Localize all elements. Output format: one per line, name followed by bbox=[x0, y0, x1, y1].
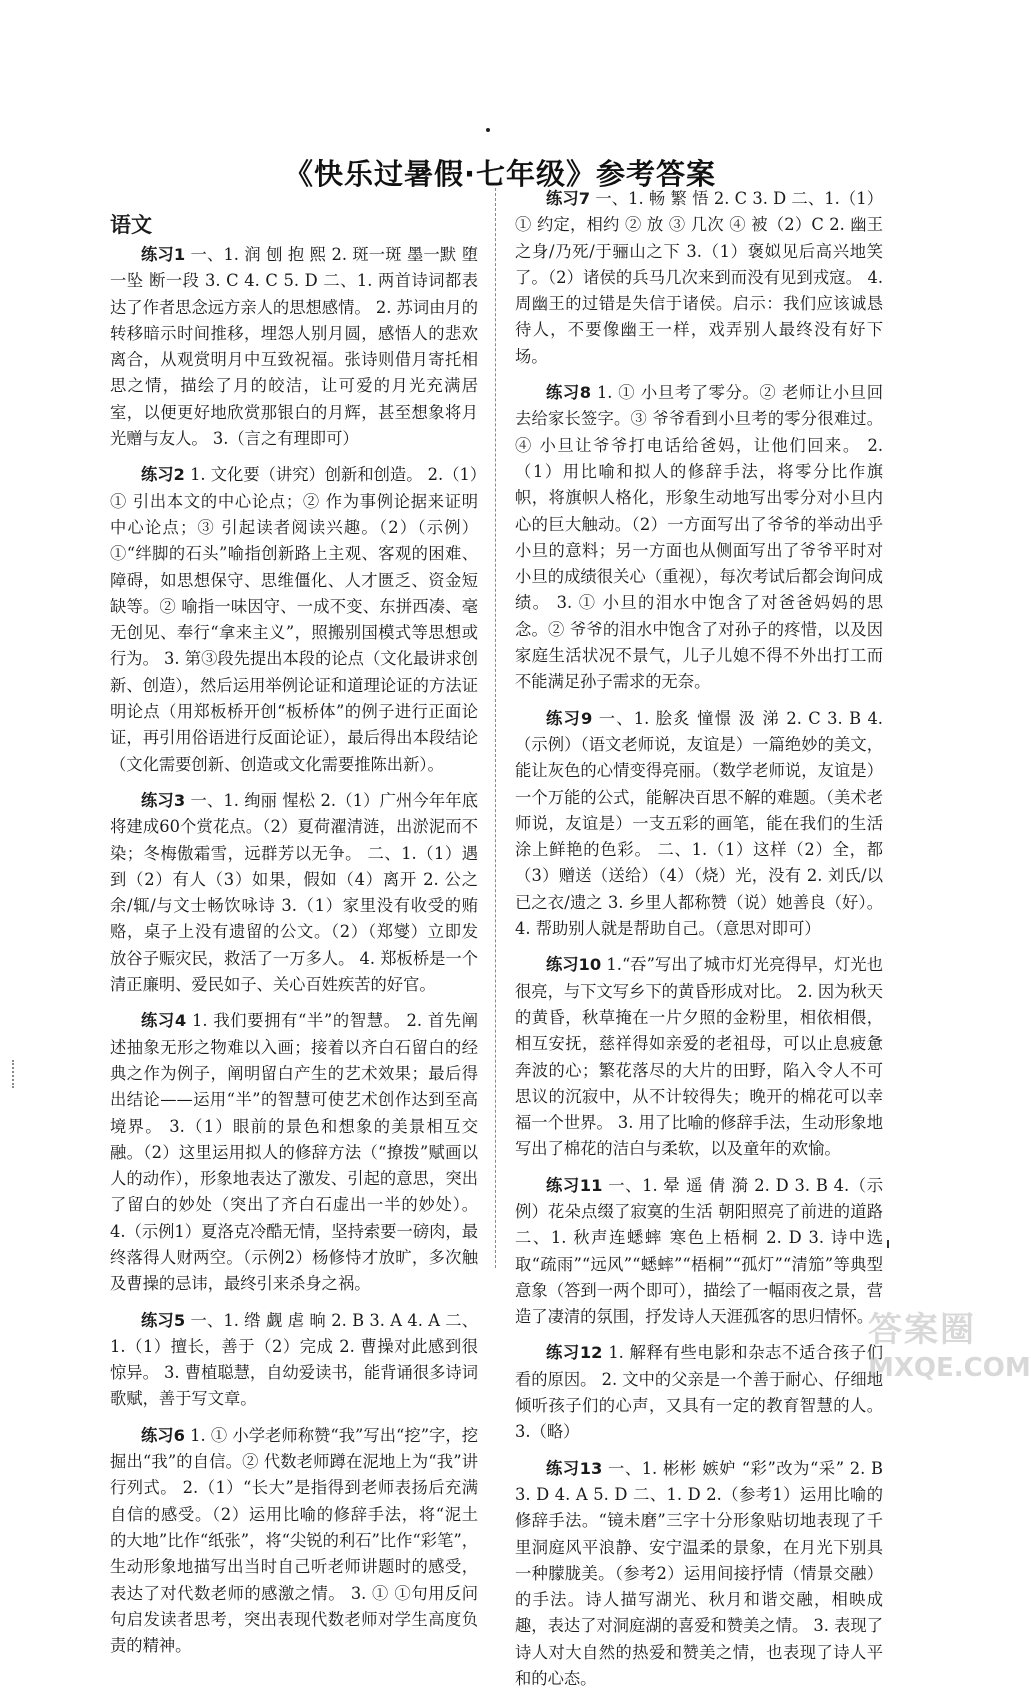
right-exercise-list bbox=[515, 186, 883, 1692]
exercise-text: 一、1. 绺 觑 虐 晌 2. B 3. A 4. A 二、1.（1）擅长，善于（2）完成 2. 曹操对此感到很惊异。 3. 曹植聪慧，自幼爱读书，能背诵很多诗词歌赋，善于写文章。 bbox=[110, 1310, 478, 1409]
exercise-text: 1. 解释有些电影和杂志不适合孩子们看的原因。 2. 文中的父亲是一个善于耐心、仔细地倾听孩子们的心声，又具有一定的教育智慧的人。 3.（略） bbox=[515, 1343, 883, 1442]
left-exercise-list bbox=[110, 242, 478, 1659]
exercise-text: 一、1. 畅 繁 悟 2. C 3. D 二、1.（1）① 约定，相约 ② 放 ③ 几次 ④ 被（2）C 2. 幽王之身/乃死/于骊山之下 3.（1）褒姒见后高兴地笑了。（2）诸侯的兵马几次来到而没有见到戎寇。 4. 周幽王的过错是失信于诸侯。启示：我们应该诚恳待人，不要像幽王一样，戏弄别人最终没有好下场。 bbox=[515, 189, 883, 366]
exercise-item bbox=[110, 1423, 478, 1660]
exercise-label: 练习9 bbox=[545, 708, 593, 728]
left-column bbox=[110, 210, 478, 1669]
exercise-label: 练习13 bbox=[545, 1458, 603, 1478]
exercise-item bbox=[515, 1340, 883, 1445]
exercise-label: 练习6 bbox=[140, 1425, 185, 1445]
exercise-label: 练习7 bbox=[545, 189, 591, 208]
exercise-item bbox=[110, 1008, 478, 1297]
subject-heading: 语文 bbox=[110, 213, 152, 237]
exercise-label: 练习2 bbox=[140, 465, 185, 485]
exercise-label: 练习8 bbox=[545, 383, 592, 403]
exercise-item bbox=[110, 1308, 478, 1413]
exercise-text: 1. 我们要拥有“半”的智慧。 2. 首先阐述抽象无形之物难以入画；接着以齐白石留白的经典之作为例子，阐明留白产生的艺术效果；最后得出结论——运用“半”的智慧可使艺术创作达到至高境界。 3.（1）眼前的景色和想象的美景相互交融。（2）这里运用拟人的修辞方法（“撩拨”赋画以人的动作），形象地表达了激发、引起的意思，突出了留白的妙处（突出了齐白石虚出一半的妙处）。 4.（示例1）夏洛克冷酷无情，坚持索要一磅肉，最终落得人财两空。（示例2）杨修恃才放旷，多次触及曹操的忌讳，最终引来杀身之祸。 bbox=[110, 1011, 478, 1294]
exercise-text: 1. ① 小学老师称赞“我”写出“挖”字，挖掘出“我”的自信。② 代数老师蹲在泥地上为“我”讲行列式。 2.（1）“长大”是指得到老师表扬后充满自信的感受。（2）运用比喻的修辞手法，将“泥土的大地”比作“纸张”，将“尖锐的利石”比作“彩笔”，生动形象地描写出当时自己听老师讲题时的感受，表达了对代数老师的感激之情。 3. ① ①句用反问句启发读者思考，突出表现代数老师对学生高度负责的精神。 bbox=[110, 1425, 478, 1656]
decorative-dot bbox=[486, 128, 490, 132]
page-title: 《快乐过暑假·七年级》参考答案 bbox=[283, 157, 717, 191]
column-divider bbox=[495, 188, 497, 1268]
exercise-label: 练习3 bbox=[140, 790, 186, 810]
exercise-item bbox=[515, 952, 883, 1162]
exercise-text: 1. 文化要（讲究）创新和创造。 2.（1）① 引出本文的中心论点；② 作为事例论据来证明中心论点；③ 引起读者阅读兴趣。（2）（示例）①“绊脚的石头”喻指创新路上主观、客观的困难、障碍，如思想保守、思维僵化、人才匮乏、资金短缺等。② 喻指一味因守、一成不变、东拼西凑、毫无创见、奉行“拿来主义”，照搬别国模式等思想或行为。 3. 第③段先提出本段的论点（文化最讲求创新、创造），然后运用举例论证和道理论证的方法证明论点（用郑板桥开创“板桥体”的例子进行正面论证，再引用俗语进行反面论证），最后得出本段结论（文化需要创新、创造或文化需要推陈出新）。 bbox=[110, 465, 478, 774]
exercise-text: 1. ① 小旦考了零分。② 老师让小旦回去给家长签字。③ 爷爷看到小旦考的零分很难过。④ 小旦让爷爷打电话给爸妈，让他们回来。 2.（1）用比喻和拟人的修辞手法，将零分比作旗帜，将旗帜人格化，形象生动地写出零分对小旦内心的巨大触动。（2）一方面写出了爷爷的举动出乎小旦的意料；另一方面也从侧面写出了爷爷平时对小旦的成绩很关心（重视），每次考试后都会询问成绩。 3. ① 小旦的泪水中饱含了对爸爸妈妈的思念。② 爷爷的泪水中饱含了对孙子的疼惜，以及因家庭生活状况不景气，儿子儿媳不得不外出打工而不能满足孙子需求的无奈。 bbox=[515, 383, 883, 692]
exercise-label: 练习10 bbox=[545, 955, 602, 975]
exercise-text: 一、1. 绚丽 惺松 2.（1）广州今年年底将建成60个赏花点。（2）夏荷濯清涟，出淤泥而不染；冬梅傲霜雪，远群芳以无争。 二、1.（1）遇到（2）有人（3）如果，假如（4）离开 2. 公之余/辄/与文士畅饮咏诗 3.（1）家里没有收受的贿赂，桌子上没有遗留的公文。（2）（郑燮）立即发放谷子赈灾民，救活了一万多人。 4. 郑板桥是一个清正廉明、爱民如子、关心百姓疾苦的好官。 bbox=[110, 790, 478, 995]
exercise-item bbox=[515, 706, 883, 943]
exercise-text: 一、1. 彬彬 嫉妒 “彩”改为“采” 2. B 3. D 4. A 5. D 二、1. D 2.（参考1）运用比喻的修辞手法。“镜未磨”三字十分形象贴切地表现了千里洞庭风平浪静、安宁温柔的景象，在月光下别具一种朦胧美。（参考2）运用间接抒情（情景交融）的手法。诗人描写湖光、秋月和谐交融，相映成趣，表达了对洞庭湖的喜爱和赞美之情。 3. 表现了诗人对大自然的热爱和赞美之情，也表现了诗人平和的心态。 bbox=[515, 1458, 883, 1689]
exercise-label: 练习11 bbox=[545, 1175, 603, 1195]
exercise-item bbox=[515, 186, 883, 370]
exercise-item bbox=[515, 1173, 883, 1331]
page-tick bbox=[887, 1240, 889, 1248]
exercise-text: 一、1. 晕 遥 倩 漪 2. D 3. B 4.（示例）花朵点缀了寂寞的生活 朝阳照亮了前进的道路 二、1. 秋声连蟋蟀 寒色上梧桐 2. D 3. 诗中选取“疏雨”“远风”“蟋蟀”“梧桐”“孤灯”“清笳”等典型意象（答到一两个即可），描绘了一幅雨夜之景，营造了凄清的氛围，抒发诗人天涯孤客的思归情怀。 bbox=[515, 1175, 883, 1327]
margin-mark bbox=[12, 1060, 16, 1088]
exercise-item bbox=[110, 462, 478, 778]
watermark-top: 答案圈 bbox=[868, 1310, 976, 1350]
exercise-item bbox=[110, 242, 478, 452]
exercise-item bbox=[515, 380, 883, 696]
right-column bbox=[515, 186, 883, 1702]
exercise-item bbox=[515, 1456, 883, 1693]
exercise-label: 练习5 bbox=[140, 1310, 186, 1330]
exercise-text: 一、1. 脍炙 憧憬 汲 涕 2. C 3. B 4.（示例）（语文老师说，友谊是）一篇绝妙的美文，能让灰色的心情变得亮丽。（数学老师说，友谊是）一个万能的公式，能解决百思不解的难题。（美术老师说，友谊是）一支五彩的画笔，能在我们的生活涂上鲜艳的色彩。 二、1.（1）这样（2）全，都（3）赠送（送给）（4）（烧）光，没有 2. 刘氏/以已之衣/遗之 3. 乡里人都称赞（说）她善良（好）。 4. 帮助别人就是帮助自己。（意思对即可） bbox=[515, 708, 883, 939]
exercise-label: 练习1 bbox=[140, 245, 186, 264]
exercise-label: 练习12 bbox=[545, 1343, 603, 1363]
exercise-label: 练习4 bbox=[140, 1011, 187, 1031]
exercise-text: 1.“吞”写出了城市灯光亮得早，灯光也很亮，与下文写乡下的黄昏形成对比。 2. 因为秋天的黄昏，秋草掩在一片夕照的金粉里，相依相偎，相互安抚，慈祥得如亲爱的老祖母，可以止息疲惫奔波的心；繁花落尽的大片的田野，陷入令人不可思议的沉寂中，从不计较得失；晚开的棉花可以幸福一个世界。 3. 用了比喻的修辞手法，生动形象地写出了棉花的洁白与柔软，以及童年的欢愉。 bbox=[515, 955, 883, 1159]
exercise-text: 一、1. 润 刨 抱 熙 2. 斑一斑 墨一默 堕一坠 断一段 3. C 4. C 5. D 二、1. 两首诗词都表达了作者思念远方亲人的思想感情。 2. 苏词由月的转移暗示时间推移，埋怨人别月圆，感悟人的悲欢离合，从观赏明月中互致祝福。张诗则借月寄托相思之情，描绘了月的皎洁，让可爱的月光充满居室，以便更好地欣赏那银白的月辉，甚至想象将月光赠与友人。 3.（言之有理即可） bbox=[110, 245, 478, 449]
watermark-logo bbox=[868, 1308, 1031, 1403]
exercise-item bbox=[110, 788, 478, 998]
watermark-bottom: MXQE.COM bbox=[868, 1353, 1031, 1383]
